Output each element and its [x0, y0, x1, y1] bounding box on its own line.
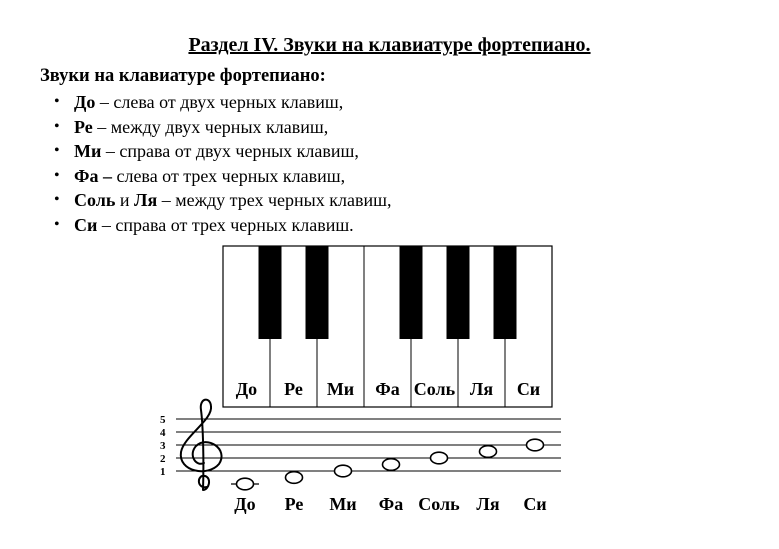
whole-note-icon [286, 472, 303, 484]
bullet-icon: • [54, 166, 60, 184]
rule-note-name: Ми [74, 141, 102, 161]
rule-note-name: Ля [134, 190, 158, 210]
section-heading: Звуки на клавиатуре фортепиано: [40, 66, 326, 86]
rule-text: и [115, 190, 135, 210]
bullet-icon: • [54, 215, 60, 233]
bullet-icon: • [54, 191, 60, 208]
whole-note-icon [480, 446, 497, 458]
piano-keyboard [223, 246, 552, 407]
note-label: Соль [418, 494, 460, 514]
rule-text: – между трех черных клавиш, [157, 190, 392, 210]
rule-note-name: Си [74, 214, 98, 235]
black-key [259, 246, 282, 339]
black-key [494, 246, 517, 339]
rule-text: слева от трех черных клавиш, [111, 165, 346, 186]
bullet-icon: • [54, 117, 60, 135]
black-key [306, 246, 329, 339]
note-label: Ре [284, 494, 304, 514]
white-key-label: Ля [469, 379, 494, 399]
staff-line-number: 5 [160, 414, 166, 426]
bullet-icon: • [54, 142, 60, 159]
black-key [400, 246, 423, 339]
note-label: Ми [329, 494, 357, 514]
rule-text: – слева от двух черных клавиш, [95, 92, 344, 112]
whole-note-icon [237, 478, 254, 490]
staff-line-number: 2 [160, 453, 166, 465]
note-label: До [234, 494, 256, 514]
whole-note-icon [431, 452, 448, 464]
whole-note-icon [527, 439, 544, 451]
black-key [447, 246, 470, 339]
whole-note-icon [383, 459, 400, 471]
rule-note-name: Фа – [74, 165, 112, 186]
rule-note-name: Соль [74, 190, 116, 210]
whole-note-icon [335, 465, 352, 477]
rule-note-name: Ре [74, 116, 93, 137]
note-label: Ля [476, 494, 500, 514]
staff-line-number: 1 [160, 466, 166, 478]
staff-line-number: 3 [160, 440, 166, 452]
rule-text: – справа от двух черных клавиш, [101, 141, 359, 161]
music-staff [160, 400, 561, 514]
rule-text: – между двух черных клавиш, [92, 116, 329, 137]
white-key-label: Соль [413, 379, 456, 399]
rule-note-name: До [74, 92, 96, 112]
white-key-label: Ми [326, 379, 355, 399]
white-key-label: До [235, 379, 258, 399]
bullet-icon: • [54, 93, 60, 110]
page-title: Раздел IV. Звуки на клавиатуре фортепиано. [188, 34, 591, 56]
note-label: Фа [378, 494, 404, 514]
staff-line-number: 4 [160, 427, 166, 439]
rule-text: – справа от трех черных клавиш. [97, 214, 354, 235]
white-key-label: Си [516, 379, 541, 399]
white-key-label: Ре [284, 379, 303, 399]
white-key-label: Фа [375, 379, 400, 399]
note-label: Си [523, 494, 547, 514]
